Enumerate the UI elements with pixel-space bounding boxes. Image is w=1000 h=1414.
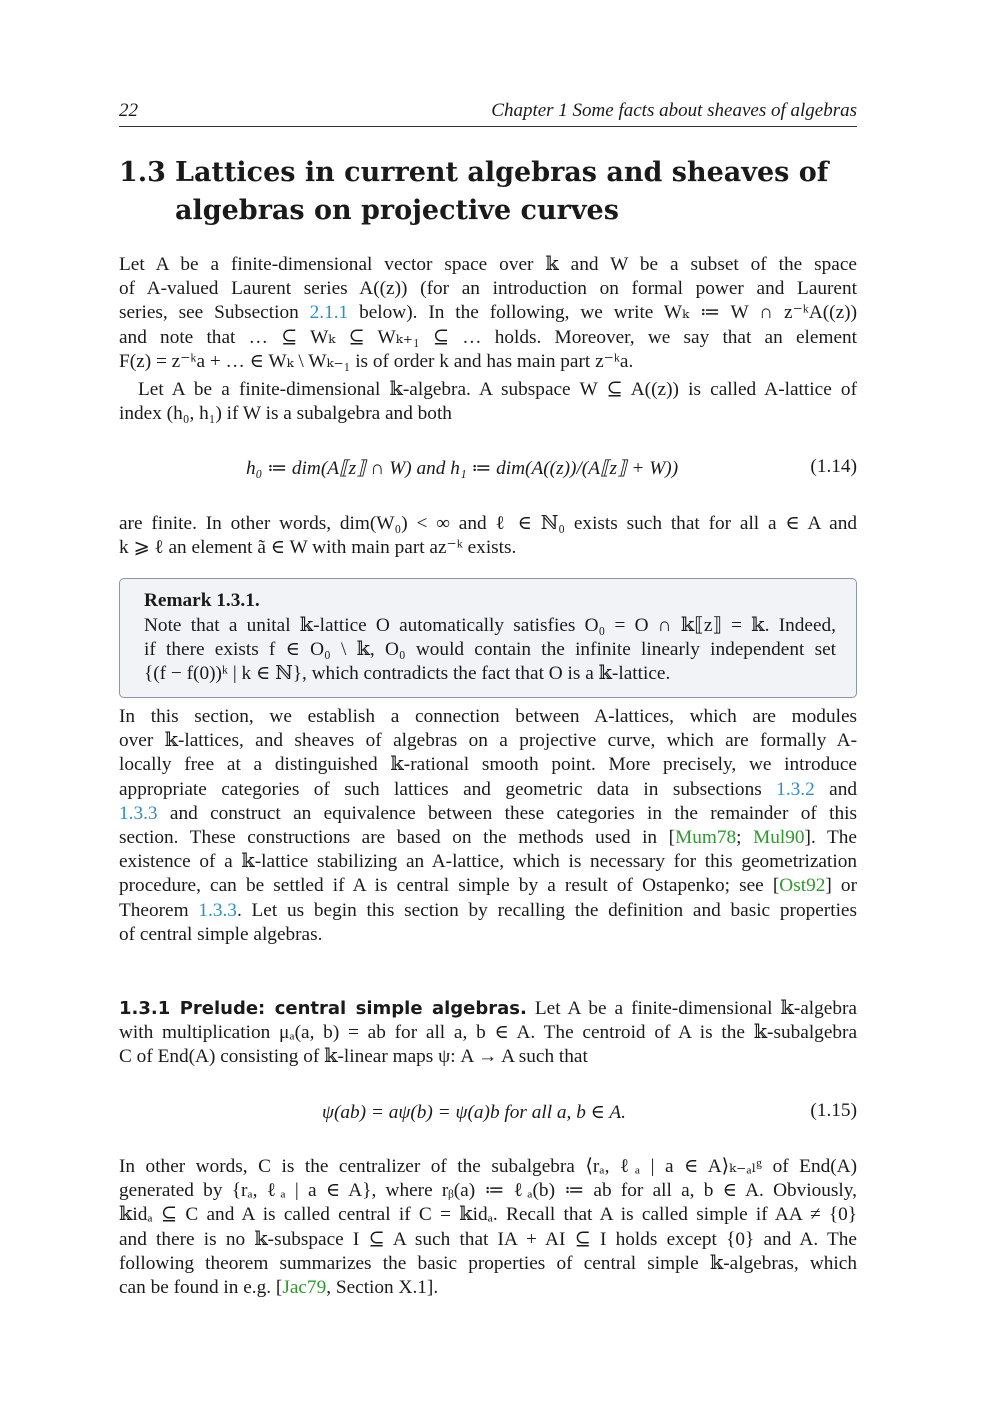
equation-tag: (1.15) (810, 1100, 857, 1121)
citation-link[interactable]: Jac79 (282, 1276, 327, 1298)
text-line: and note that … ⊆ Wₖ ⊆ Wₖ₊₁ ⊆ … holds. Moreover, we say that an element (119, 326, 857, 348)
text-line: with multiplication μₐ(a, b) = ab for all a, b ∈ A. The centroid of A is the 𝕜-subalgebra (119, 1022, 857, 1044)
text-line: series, see Subsection 2.1.1 below). In the following, we write Wₖ ≔ W ∩ z⁻ᵏA((z)) (119, 302, 857, 324)
text-line: Let A be a finite-dimensional vector space over 𝕜 and W be a subset of the space (119, 254, 857, 275)
paragraph-finite (119, 512, 857, 560)
text-line: k ⩾ ℓ an element ã ∈ W with main part az⁻ᵏ exists. (119, 537, 517, 559)
text-line: section. These constructions are based on the methods used in [Mum78; Mul90]. The (119, 826, 857, 848)
paragraph-lattice-definition (119, 378, 857, 426)
paragraph-section-overview (119, 705, 857, 947)
subsection-link[interactable]: 2.1.1 (309, 302, 349, 324)
text-line: F(z) = z⁻ᵏa + … ∈ Wₖ \ Wₖ₋₁ is of order k and has main part z⁻ᵏa. (119, 350, 634, 372)
remark-body (144, 614, 836, 687)
text-line: appropriate categories of such lattices and geometric data in subsections 1.3.2 and (119, 778, 857, 800)
subsection-link[interactable]: 1.3.2 (776, 778, 815, 800)
paragraph-intro (119, 253, 857, 374)
text-line: can be found in e.g. [Jac79, Section X.1]. (119, 1276, 439, 1298)
page-number: 22 (119, 100, 138, 121)
text-line: if there exists f ∈ O₀ \ 𝕜, O₀ would contain the infinite linearly independent set (144, 639, 836, 661)
citation-link[interactable]: Mum78 (675, 826, 737, 848)
text-line: Theorem 1.3.3. Let us begin this section by recalling the definition and basic properties (119, 899, 857, 921)
text-line: Let A be a finite-dimensional 𝕜-algebra. A subspace W ⊆ A((z)) is called A-lattice of (138, 379, 857, 400)
text-line: are finite. In other words, dim(W₀) < ∞ and ℓ ∈ ℕ₀ exists such that for all a ∈ A and (119, 513, 857, 534)
citation-link[interactable]: Ost92 (779, 875, 826, 897)
text-line: {(f − f(0))ᵏ | k ∈ ℕ}, which contradicts the fact that O is a 𝕜-lattice. (144, 663, 671, 685)
text-line: 1.3.3 and construct an equivalence between these categories in the remainder of this (119, 802, 857, 824)
text-line: 1.3.1 Prelude: central simple algebras. Let A be a finite-dimensional 𝕜-algebra (119, 998, 857, 1019)
text-line: procedure, can be settled if A is central simple by a result of Ostapenko; see [Ost92] or (119, 875, 857, 897)
running-header (119, 100, 857, 127)
equation-1-15 (119, 1100, 857, 1126)
text-line: Note that a unital 𝕜-lattice O automatically satisfies O₀ = O ∩ 𝕜⟦z⟧ = 𝕜. Indeed, (144, 615, 836, 636)
remark-box (119, 578, 857, 698)
theorem-link[interactable]: 1.3.3 (198, 899, 237, 921)
subsection-link[interactable]: 1.3.3 (119, 802, 158, 824)
remark-title: Remark 1.3.1. (144, 590, 260, 611)
paragraph-centralizer (119, 1155, 857, 1300)
text-line: locally free at a distinguished 𝕜-rational smooth point. More precisely, we introduce (119, 754, 857, 776)
equation-1-14 (119, 456, 857, 482)
section-heading (119, 154, 857, 230)
equation-body: h₀ ≔ dim(A⟦z⟧ ∩ W) and h₁ ≔ dim(A((z))/(A⟦z⟧ + W)) (246, 458, 679, 479)
text-line: In other words, C is the centralizer of the subalgebra ⟨rₐ, ℓₐ | a ∈ A⟩ₖ₋ₐₗᵍ of End(A) (119, 1156, 857, 1177)
section-title-line-2: algebras on projective curves (175, 195, 619, 226)
citation-link[interactable]: Mul90 (753, 826, 805, 848)
text-line: and there is no 𝕜-subspace I ⊆ A such that IA + AI ⊆ I holds except {0} and A. The (119, 1228, 857, 1250)
text-line: C of End(A) consisting of 𝕜-linear maps ψ: A → A such that (119, 1046, 588, 1068)
text-line: of A-valued Laurent series A((z)) (for an introduction on formal power and Laurent (119, 278, 857, 300)
text-line: In this section, we establish a connection between A-lattices, which are modules (119, 706, 857, 727)
text-line: 𝕜idₐ ⊆ C and A is called central if C = 𝕜idₐ. Recall that A is called simple if AA ≠ {0} (119, 1204, 857, 1226)
text-line: index (h₀, h₁) if W is a subalgebra and both (119, 403, 452, 425)
equation-body: ψ(ab) = aψ(b) = ψ(a)b for all a, b ∈ A. (322, 1102, 626, 1123)
equation-tag: (1.14) (810, 456, 857, 477)
text-line: of central simple algebras. (119, 923, 323, 945)
text-line: following theorem summarizes the basic properties of central simple 𝕜-algebras, which (119, 1252, 857, 1274)
text-line: generated by {rₐ, ℓₐ | a ∈ A}, where rᵦ(a) ≔ ℓₐ(b) ≔ ab for all a, b ∈ A. Obviously, (119, 1180, 857, 1202)
section-number: 1.3 (119, 157, 166, 188)
subsection-prelude (119, 997, 857, 1070)
subsection-heading: 1.3.1 Prelude: central simple algebras. (119, 998, 527, 1019)
section-title-line-1: Lattices in current algebras and sheaves of (175, 157, 829, 188)
text-line: existence of a 𝕜-lattice stabilizing an A-lattice, which is necessary for this geometrization (119, 851, 857, 873)
text-line: over 𝕜-lattices, and sheaves of algebras on a projective curve, which are formally A- (119, 730, 857, 752)
chapter-title: Chapter 1 Some facts about sheaves of algebras (491, 100, 857, 121)
